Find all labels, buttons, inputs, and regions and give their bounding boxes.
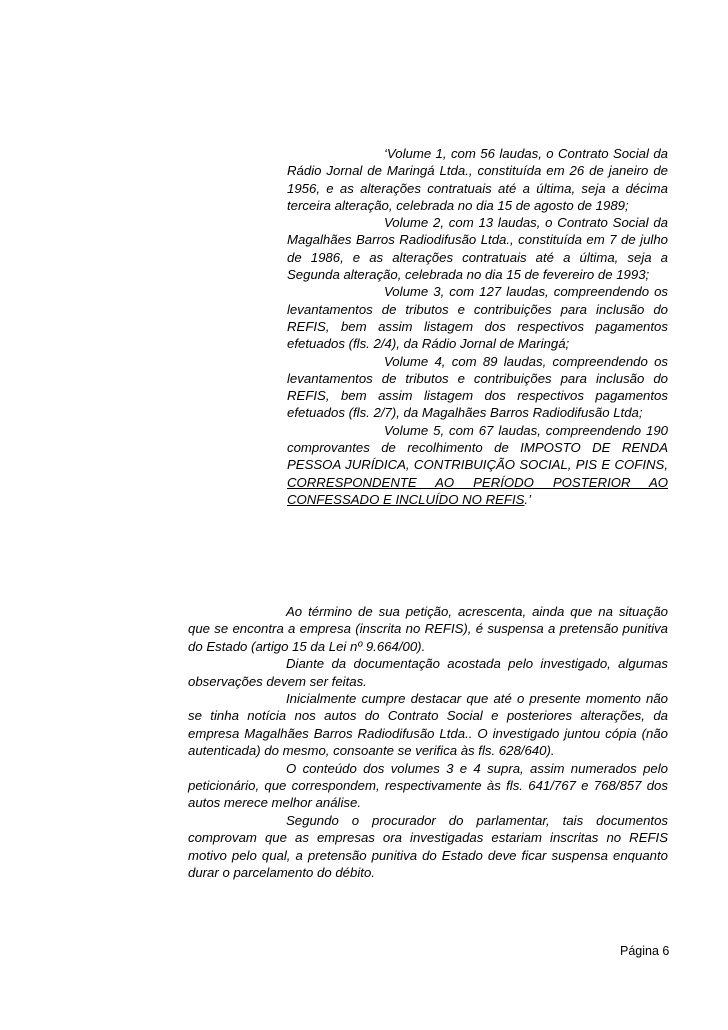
- body-paragraph-5: Segundo o procurador do parlamentar, tais documentos comprovam que as empresas ora investigadas estariam inscritas no REFIS motivo pelo qual, a pretensão punitiva do Estado deve ficar suspensa enquanto durar o parcelamento do débito.: [188, 812, 668, 881]
- body-text: [188, 603, 668, 882]
- quote-paragraph-volume-2: Volume 2, com 13 laudas, o Contrato Social da Magalhães Barros Radiodifusão Ltda., constituída em 7 de julho de 1986, e as alterações contratuais até a última, seja a Segunda alteração, celebrada no dia 15 de fevereiro de 1993;: [287, 215, 668, 283]
- body-paragraph-2: Diante da documentação acostada pelo investigado, algumas observações devem ser feitas.: [188, 656, 668, 689]
- quote-paragraph-volume-3: Volume 3, com 127 laudas, compreendendo os levantamentos de tributos e contribuições para inclusão do REFIS, bem assim listagem dos respectivos pagamentos efetuados (fls. 2/4), da Rádio Jornal de Maringá;: [287, 284, 668, 352]
- quote-paragraph-volume-5: [287, 422, 668, 508]
- body-paragraph-3: Inicialmente cumpre destacar que até o presente momento não se tinha notícia nos autos do Contrato Social e posteriores alterações, da empresa Magalhães Barros Radiodifusão Ltda.. O investigado juntou cópia (não autenticada) do mesmo, consoante se verifica às fls. 628/640).: [188, 691, 668, 759]
- volume-5-text: Volume 5, com 67 laudas, compreendendo 190 comprovantes de recolhimento de IMPOSTO DE RENDA PESSOA JURÍDICA, CONTRIBUIÇÃO SOCIAL, PIS E COFINS,: [287, 422, 668, 473]
- page-number: Página 6: [620, 944, 670, 958]
- quote-paragraph-volume-1: ‘Volume 1, com 56 laudas, o Contrato Social da Rádio Jornal de Maringá Ltda., constituída em 26 de janeiro de 1956, e as alterações contratuais até a última, seja a décima terceira alteração, celebrada no dia 15 de agosto de 1989;: [287, 146, 668, 213]
- quote-closing: .’: [524, 491, 532, 507]
- quote-paragraph-volume-4: Volume 4, com 89 laudas, compreendendo os levantamentos de tributos e contribuições para inclusão do REFIS, bem assim listagem dos respectivos pagamentos efetuados (fls. 2/7), da Magalhães Barros Radiodifusão Ltda;: [287, 353, 668, 421]
- body-paragraph-1: Ao término de sua petição, acrescenta, ainda que na situação que se encontra a empresa (inscrita no REFIS), é suspensa a pretensão punitiva do Estado (artigo 15 da Lei nº 9.664/00).: [188, 604, 668, 654]
- body-paragraph-4: O conteúdo dos volumes 3 e 4 supra, assim numerados pelo peticionário, que correspondem, respectivamente às fls. 641/767 e 768/857 dos autos merece melhor análise.: [188, 760, 668, 811]
- volume-5-underlined-text: CORRESPONDENTE AO PERÍODO POSTERIOR AO CONFESSADO E INCLUÍDO NO REFIS: [287, 474, 668, 507]
- quoted-volume-list: [287, 145, 668, 508]
